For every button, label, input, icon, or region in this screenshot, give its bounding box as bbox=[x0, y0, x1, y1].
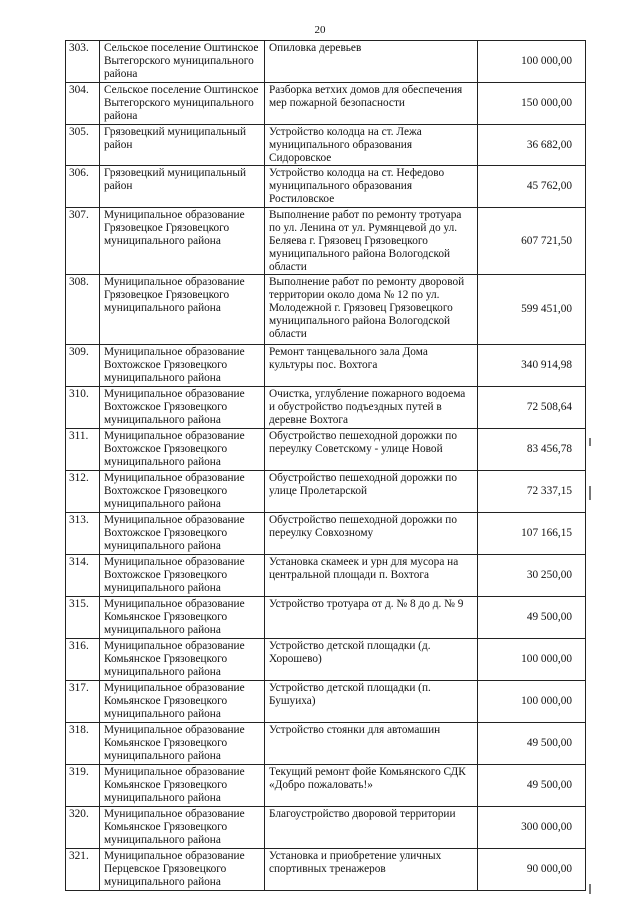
work-description-cell: Установка и приобретение уличных спортивных тренажеров bbox=[265, 849, 478, 891]
amount-cell: 599 451,00 bbox=[478, 275, 586, 345]
table-row bbox=[66, 723, 586, 765]
recipient-cell: Муниципальное образование Грязовецкое Грязовецкого муниципального района bbox=[100, 207, 265, 274]
amount-cell: 83 456,78 bbox=[478, 429, 586, 471]
amount-cell: 72 508,64 bbox=[478, 387, 586, 429]
row-number: 317. bbox=[66, 681, 100, 723]
amount-cell: 30 250,00 bbox=[478, 555, 586, 597]
row-number: 303. bbox=[66, 41, 100, 83]
row-number: 307. bbox=[66, 207, 100, 274]
work-description-cell: Очистка, углубление пожарного водоема и обустройство подъездных путей в деревне Вохтога bbox=[265, 387, 478, 429]
amount-cell: 90 000,00 bbox=[478, 849, 586, 891]
work-description-cell: Благоустройство дворовой территории bbox=[265, 807, 478, 849]
work-description-cell: Выполнение работ по ремонту тротуара по ул. Ленина от ул. Румянцевой до ул. Беляева г. Грязовец Грязовецкого муниципального района Вологодской области bbox=[265, 207, 478, 274]
work-description-cell: Выполнение работ по ремонту дворовой территории около дома № 12 по ул. Молодежной г. Грязовец Грязовецкого муниципального района Вологодской области bbox=[265, 275, 478, 345]
amount-cell: 72 337,15 bbox=[478, 471, 586, 513]
work-description-cell: Текущий ремонт фойе Комьянского СДК «Добро пожаловать!» bbox=[265, 765, 478, 807]
recipient-cell: Муниципальное образование Комьянское Грязовецкого муниципального района bbox=[100, 681, 265, 723]
table-row bbox=[66, 681, 586, 723]
table-row bbox=[66, 387, 586, 429]
amount-cell: 36 682,00 bbox=[478, 125, 586, 166]
recipient-cell: Муниципальное образование Вохтожское Грязовецкого муниципального района bbox=[100, 513, 265, 555]
table-row bbox=[66, 471, 586, 513]
row-number: 308. bbox=[66, 275, 100, 345]
page-number: 20 bbox=[314, 24, 326, 36]
table-row bbox=[66, 849, 586, 891]
row-number: 318. bbox=[66, 723, 100, 765]
amount-cell: 49 500,00 bbox=[478, 765, 586, 807]
table-row bbox=[66, 513, 586, 555]
recipient-cell: Муниципальное образование Комьянское Грязовецкого муниципального района bbox=[100, 639, 265, 681]
work-description-cell: Устройство детской площадки (д. Хорошево) bbox=[265, 639, 478, 681]
work-description-cell: Ремонт танцевального зала Дома культуры пос. Вохтога bbox=[265, 345, 478, 387]
work-description-cell: Разборка ветхих домов для обеспечения мер пожарной безопасности bbox=[265, 83, 478, 125]
recipient-cell: Муниципальное образование Вохтожское Грязовецкого муниципального района bbox=[100, 345, 265, 387]
row-number: 315. bbox=[66, 597, 100, 639]
table-row bbox=[66, 41, 586, 83]
amount-cell: 607 721,50 bbox=[478, 207, 586, 274]
recipient-cell: Муниципальное образование Вохтожское Грязовецкого муниципального района bbox=[100, 429, 265, 471]
allocation-table bbox=[65, 40, 586, 891]
amount-cell: 150 000,00 bbox=[478, 83, 586, 125]
row-number: 304. bbox=[66, 83, 100, 125]
recipient-cell: Муниципальное образование Комьянское Грязовецкого муниципального района bbox=[100, 765, 265, 807]
row-number: 313. bbox=[66, 513, 100, 555]
recipient-cell: Муниципальное образование Комьянское Грязовецкого муниципального района bbox=[100, 723, 265, 765]
recipient-cell: Муниципальное образование Вохтожское Грязовецкого муниципального района bbox=[100, 471, 265, 513]
row-number: 310. bbox=[66, 387, 100, 429]
work-description-cell: Устройство колодца на ст. Нефедово муниципального образования Ростиловское bbox=[265, 166, 478, 207]
row-number: 321. bbox=[66, 849, 100, 891]
work-description-cell: Обустройство пешеходной дорожки по переулку Советскому - улице Новой bbox=[265, 429, 478, 471]
amount-cell: 100 000,00 bbox=[478, 41, 586, 83]
table-row bbox=[66, 345, 586, 387]
work-description-cell: Устройство тротуара от д. № 8 до д. № 9 bbox=[265, 597, 478, 639]
row-number: 316. bbox=[66, 639, 100, 681]
scan-mark bbox=[589, 438, 591, 446]
table-row bbox=[66, 639, 586, 681]
row-number: 319. bbox=[66, 765, 100, 807]
row-number: 312. bbox=[66, 471, 100, 513]
recipient-cell: Муниципальное образование Грязовецкое Грязовецкого муниципального района bbox=[100, 275, 265, 345]
table-row bbox=[66, 125, 586, 166]
work-description-cell: Устройство детской площадки (п. Бушуиха) bbox=[265, 681, 478, 723]
work-description-cell: Опиловка деревьев bbox=[265, 41, 478, 83]
table-row bbox=[66, 765, 586, 807]
work-description-cell: Устройство колодца на ст. Лежа муниципального образования Сидоровское bbox=[265, 125, 478, 166]
recipient-cell: Муниципальное образование Комьянское Грязовецкого муниципального района bbox=[100, 807, 265, 849]
table-body bbox=[66, 41, 586, 891]
scan-mark bbox=[589, 884, 591, 894]
recipient-cell: Сельское поселение Оштинское Вытегорского муниципального района bbox=[100, 83, 265, 125]
amount-cell: 100 000,00 bbox=[478, 681, 586, 723]
table-row bbox=[66, 83, 586, 125]
scan-mark bbox=[589, 486, 591, 500]
table-row bbox=[66, 807, 586, 849]
table-row bbox=[66, 207, 586, 274]
work-description-cell: Установка скамеек и урн для мусора на центральной площади п. Вохтога bbox=[265, 555, 478, 597]
recipient-cell: Сельское поселение Оштинское Вытегорского муниципального района bbox=[100, 41, 265, 83]
recipient-cell: Муниципальное образование Перцевское Грязовецкого муниципального района bbox=[100, 849, 265, 891]
recipient-cell: Муниципальное образование Комьянское Грязовецкого муниципального района bbox=[100, 597, 265, 639]
table-row bbox=[66, 555, 586, 597]
table-row bbox=[66, 597, 586, 639]
amount-cell: 107 166,15 bbox=[478, 513, 586, 555]
work-description-cell: Обустройство пешеходной дорожки по переулку Совхозному bbox=[265, 513, 478, 555]
amount-cell: 49 500,00 bbox=[478, 723, 586, 765]
row-number: 320. bbox=[66, 807, 100, 849]
recipient-cell: Грязовецкий муниципальный район bbox=[100, 166, 265, 207]
row-number: 305. bbox=[66, 125, 100, 166]
recipient-cell: Муниципальное образование Вохтожское Грязовецкого муниципального района bbox=[100, 555, 265, 597]
table-row bbox=[66, 166, 586, 207]
amount-cell: 45 762,00 bbox=[478, 166, 586, 207]
work-description-cell: Устройство стоянки для автомашин bbox=[265, 723, 478, 765]
row-number: 306. bbox=[66, 166, 100, 207]
row-number: 309. bbox=[66, 345, 100, 387]
recipient-cell: Муниципальное образование Вохтожское Грязовецкого муниципального района bbox=[100, 387, 265, 429]
row-number: 311. bbox=[66, 429, 100, 471]
row-number: 314. bbox=[66, 555, 100, 597]
amount-cell: 49 500,00 bbox=[478, 597, 586, 639]
table-row bbox=[66, 429, 586, 471]
amount-cell: 340 914,98 bbox=[478, 345, 586, 387]
amount-cell: 300 000,00 bbox=[478, 807, 586, 849]
table-row bbox=[66, 275, 586, 345]
amount-cell: 100 000,00 bbox=[478, 639, 586, 681]
work-description-cell: Обустройство пешеходной дорожки по улице Пролетарской bbox=[265, 471, 478, 513]
recipient-cell: Грязовецкий муниципальный район bbox=[100, 125, 265, 166]
